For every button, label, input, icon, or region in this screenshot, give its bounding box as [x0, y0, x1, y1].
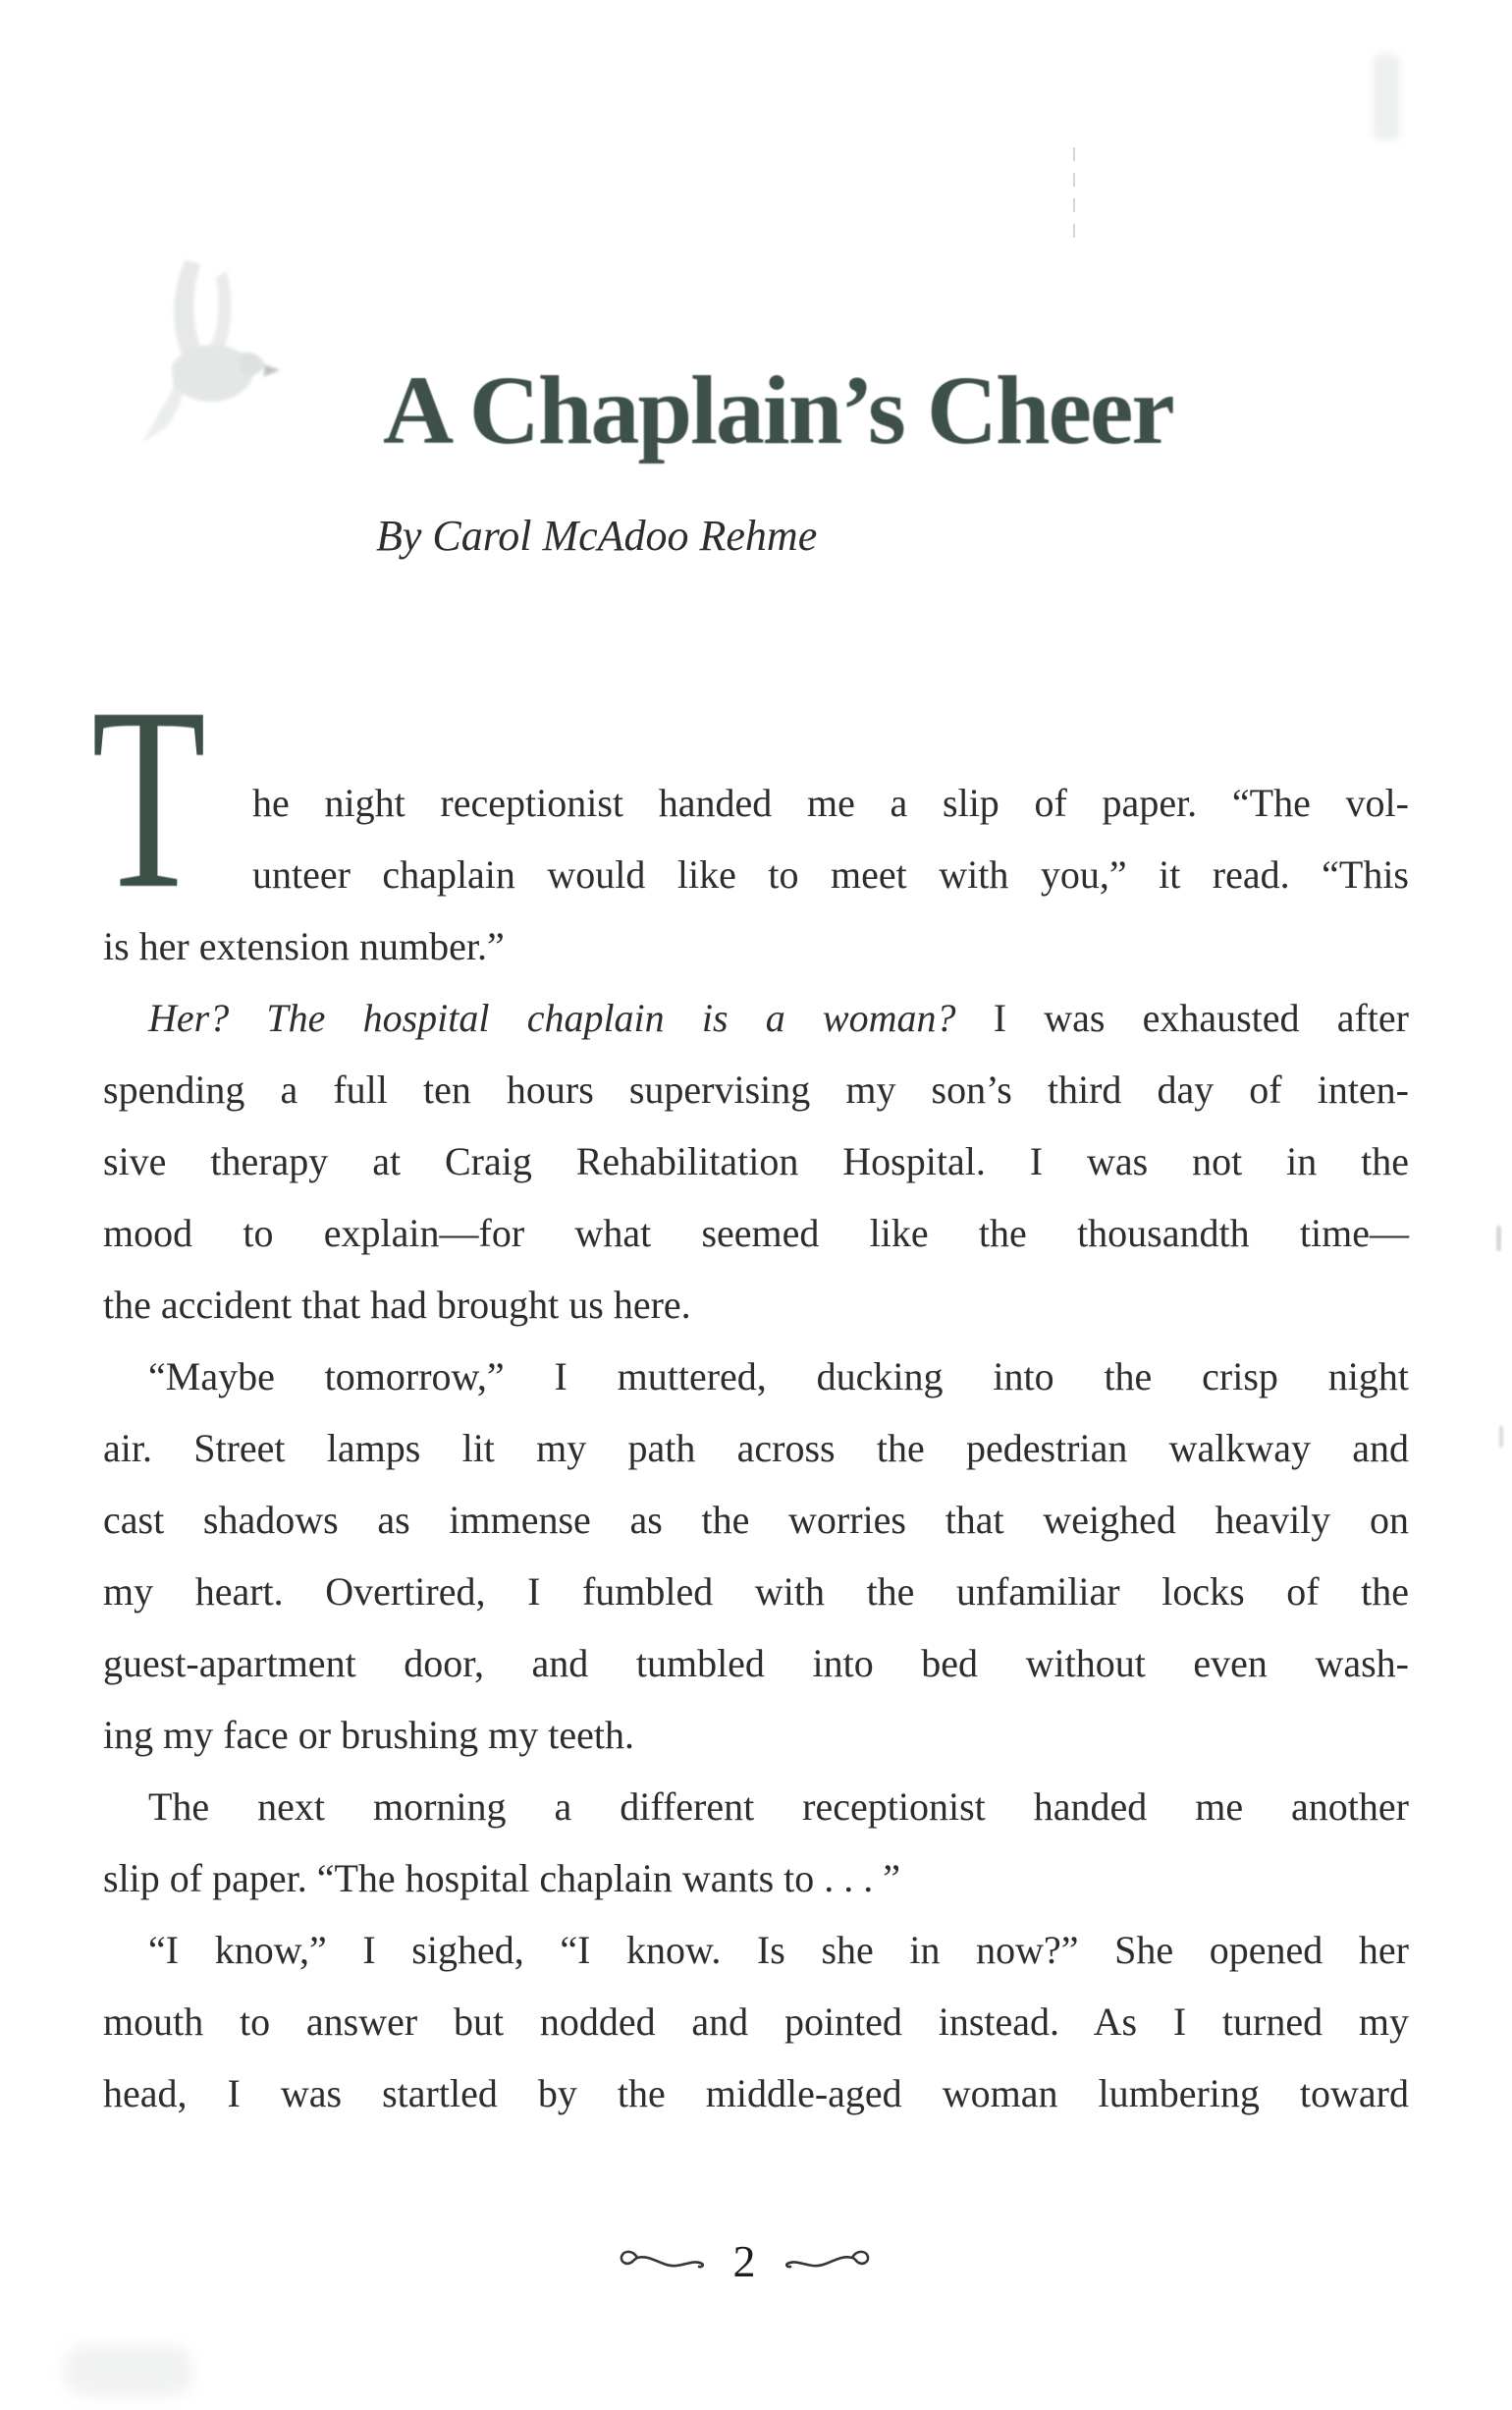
paragraph [91, 653, 1409, 982]
drop-cap [91, 653, 252, 943]
text-line: he night receptionist handed me a slip of paper. “The vol- [252, 781, 1409, 825]
scan-artifact-line [1073, 147, 1075, 246]
swash-flourish-icon [616, 2246, 708, 2277]
scan-artifact-mark [1496, 1226, 1501, 1251]
text-line: cast shadows as immense as the worries that weighed heavily on [103, 1498, 1409, 1542]
text-line: is her extension number.” [103, 924, 505, 968]
scan-artifact-mark [1499, 1426, 1503, 1448]
paragraph [103, 1771, 1409, 1914]
dove-icon [116, 253, 302, 450]
text-line: slip of paper. “The hospital chaplain wants to . . . ” [103, 1856, 901, 1900]
text-line: the accident that had brought us here. [103, 1283, 691, 1327]
page-number: 2 [732, 2236, 756, 2286]
text-line: The next morning a different receptionist handed me another [148, 1784, 1409, 1829]
scan-artifact-smudge [65, 2345, 192, 2396]
text-line: “Maybe tomorrow,” I muttered, ducking into the crisp night [148, 1354, 1409, 1398]
text-line: guest-apartment door, and tumbled into bed without even wash- [103, 1641, 1409, 1685]
text-line: my heart. Overtired, I fumbled with the unfamiliar locks of the [103, 1569, 1409, 1614]
text-line: “I know,” I sighed, “I know. Is she in now?” She opened her [148, 1928, 1409, 1972]
text-line: head, I was startled by the middle-aged woman lumbering toward [103, 2071, 1409, 2115]
text-line: air. Street lamps lit my path across the pedestrian walkway and [103, 1426, 1409, 1470]
text-line: ing my face or brushing my teeth. [103, 1713, 634, 1757]
italic-phrase: Her? The hospital chaplain is a woman? [148, 996, 956, 1040]
text-line: sive therapy at Craig Rehabilitation Hospital. I was not in the [103, 1139, 1409, 1183]
text-line: mood to explain—for what seemed like the thousandth time— [103, 1211, 1409, 1255]
paragraph [103, 1914, 1409, 2129]
page-footer [0, 2236, 1488, 2286]
chapter-title: A Chaplain’s Cheer [383, 356, 1173, 465]
story-body [91, 653, 1409, 2129]
text-line: spending a full ten hours supervising my son’s third day of inten- [103, 1068, 1409, 1112]
scan-artifact-smudge [1373, 54, 1400, 140]
paragraph [103, 1341, 1409, 1771]
text-line [103, 982, 1409, 1054]
swash-flourish-icon [782, 2246, 874, 2277]
text-line: mouth to answer but nodded and pointed instead. As I turned my [103, 1999, 1409, 2044]
byline: By Carol McAdoo Rehme [376, 512, 818, 560]
paragraph [103, 982, 1409, 1341]
text-line: unteer chaplain would like to meet with you,” it read. “This [252, 852, 1409, 897]
drop-cap-letter: T [91, 653, 206, 943]
text-run: I was exhausted after [955, 996, 1409, 1040]
